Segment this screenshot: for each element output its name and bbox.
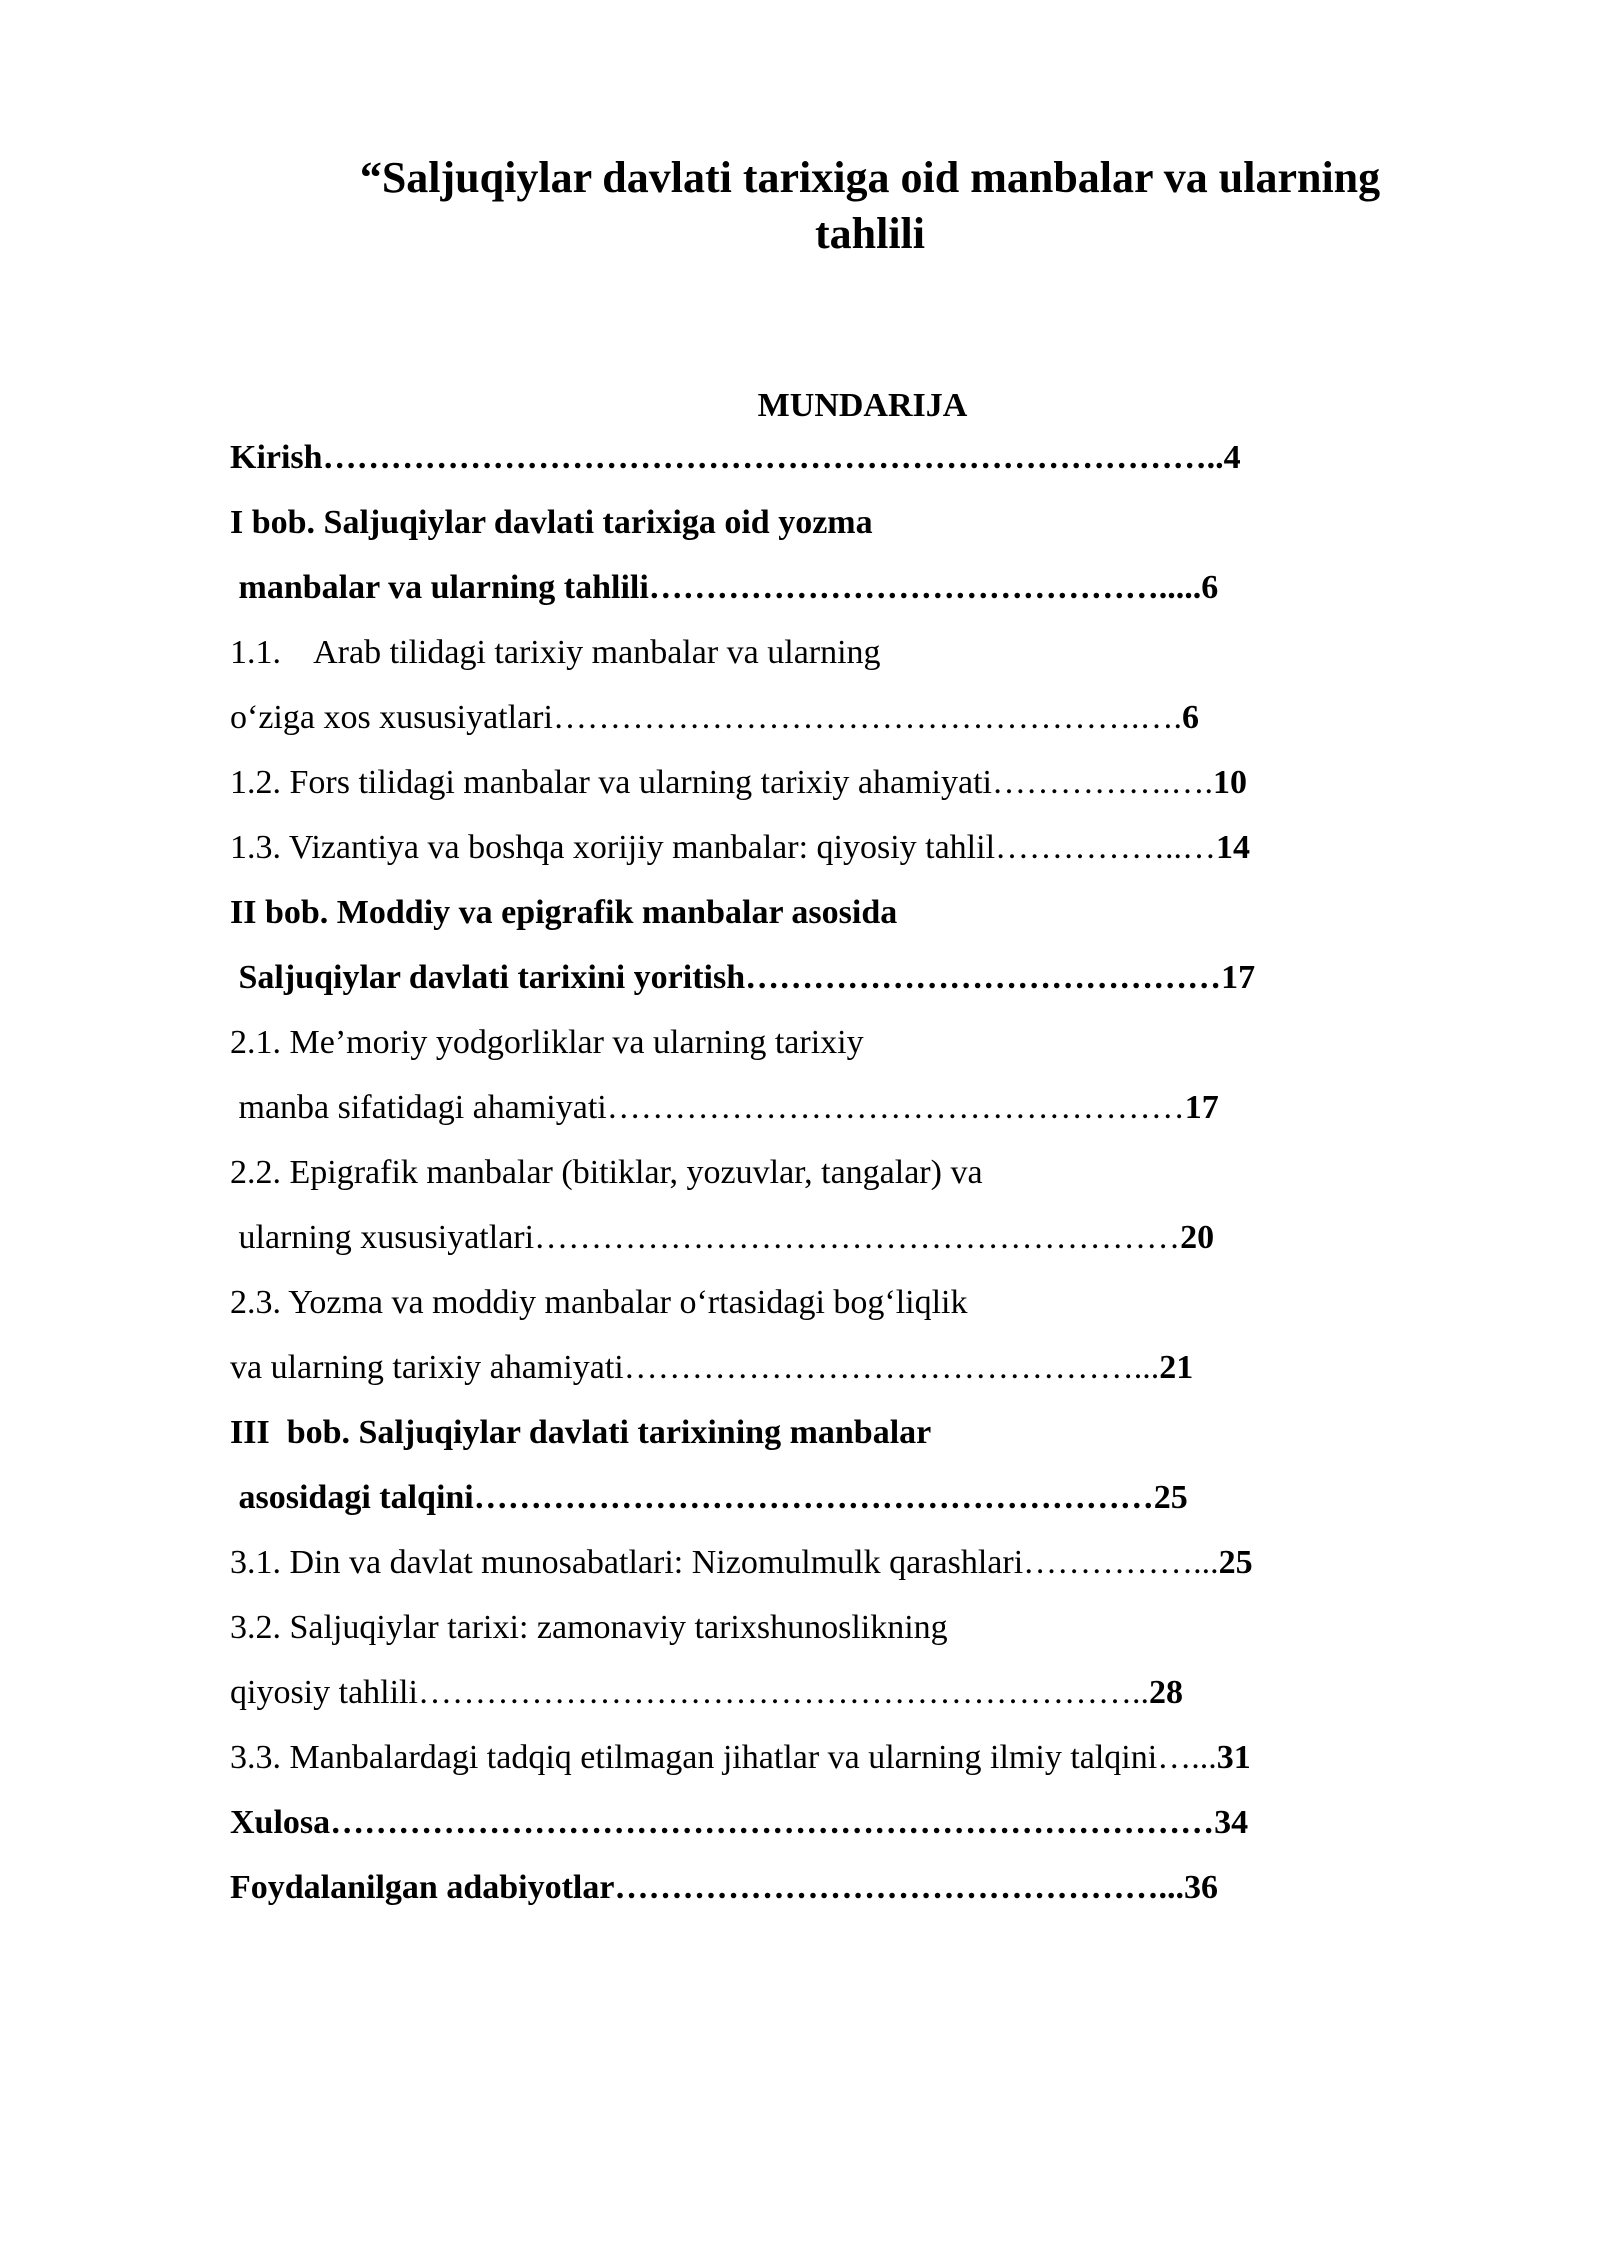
toc-entry bbox=[230, 1346, 1193, 1390]
toc-entry-text: Saljuqiylar davlati tarixini yoritish bbox=[230, 959, 746, 996]
toc-heading: MUNDARIJA bbox=[757, 387, 968, 424]
toc-entry-page: 20 bbox=[1180, 1219, 1215, 1256]
toc-entry bbox=[230, 1801, 1248, 1845]
toc-entry-page: 34 bbox=[1214, 1804, 1249, 1841]
toc-entry bbox=[230, 501, 873, 545]
toc-entry-dots: …………………………………………... bbox=[614, 1869, 1184, 1906]
toc-entry-text: 3.1. Din va davlat munosabatlari: Nizomulmulk qarashlari bbox=[230, 1544, 1024, 1581]
toc-entry-page: 17 bbox=[1184, 1089, 1219, 1126]
toc-entry-text: 1.2. Fors tilidagi manbalar va ularning tarixiy ahamiyati bbox=[230, 764, 992, 801]
toc-entry-dots: …………………………………………… bbox=[606, 1089, 1185, 1126]
toc-entry-page: 14 bbox=[1216, 829, 1251, 866]
toc-entry-page: 28 bbox=[1148, 1674, 1183, 1711]
toc-entry bbox=[230, 696, 1199, 740]
toc-entry-text: Foydalanilgan adabiyotlar bbox=[230, 1869, 615, 1906]
toc-entry bbox=[230, 1216, 1214, 1260]
toc-entry-dots: ……………………………………………………….. bbox=[417, 1674, 1149, 1711]
toc-entry bbox=[230, 761, 1247, 805]
toc-entry-page: 25 bbox=[1218, 1544, 1253, 1581]
toc-entry-dots: …………………………………………………………………… bbox=[330, 1804, 1215, 1841]
toc-entry-dots: ………………………………………... bbox=[623, 1349, 1160, 1386]
toc-entry bbox=[230, 1476, 1188, 1520]
toc-entry bbox=[230, 1086, 1219, 1130]
toc-entry-text: va ularning tarixiy ahamiyati bbox=[230, 1349, 624, 1386]
toc-entry-page: 10 bbox=[1212, 764, 1247, 801]
toc-entry bbox=[230, 1411, 931, 1455]
toc-entry bbox=[230, 566, 1218, 610]
toc-entry-dots: …………………………………………….…. bbox=[552, 699, 1182, 736]
toc-entry-text: asosidagi talqini bbox=[230, 1479, 474, 1516]
toc-entry-page: 6 bbox=[1181, 699, 1199, 736]
toc-entry-dots: ………………………………………..... bbox=[648, 569, 1202, 606]
toc-entry-text: manba sifatidagi ahamiyati bbox=[230, 1089, 607, 1126]
toc-entry-dots: …………………………………… bbox=[745, 959, 1222, 996]
toc-entry-text: Kirish bbox=[230, 439, 323, 476]
toc-entry-dots: ……………... bbox=[1023, 1544, 1219, 1581]
toc-entry bbox=[230, 1671, 1183, 1715]
toc-entry-page: 21 bbox=[1159, 1349, 1194, 1386]
toc-entry bbox=[230, 1151, 983, 1195]
toc-entry-text: Xulosa bbox=[230, 1804, 331, 1841]
toc-entry-page: 6 bbox=[1201, 569, 1219, 606]
toc-entry bbox=[230, 891, 897, 935]
toc-entry-dots: …………….…. bbox=[991, 764, 1213, 801]
toc-entry-page: 17 bbox=[1221, 959, 1256, 996]
toc-entry bbox=[230, 1736, 1251, 1780]
toc-entry-dots: …... bbox=[1157, 1739, 1217, 1776]
toc-entry-page: 31 bbox=[1216, 1739, 1251, 1776]
toc-entry-dots: ……………..… bbox=[995, 829, 1217, 866]
toc-entry-text: I bob. Saljuqiylar davlati tarixiga oid yozma bbox=[230, 504, 873, 541]
toc-entry-page: 4 bbox=[1223, 439, 1241, 476]
toc-entry-text: o‘ziga xos xususiyatlari bbox=[230, 699, 553, 736]
toc-entry-text: 2.2. Epigrafik manbalar (bitiklar, yozuvlar, tangalar) va bbox=[230, 1154, 983, 1191]
toc-entry bbox=[230, 1021, 864, 1065]
toc-entry-text: III bob. Saljuqiylar davlati tarixining manbalar bbox=[230, 1414, 932, 1451]
toc-entry-text: 3.3. Manbalardagi tadqiq etilmagan jihatlar va ularning ilmiy talqini bbox=[230, 1739, 1158, 1776]
toc-entry bbox=[230, 826, 1250, 870]
toc-entry bbox=[230, 1866, 1218, 1910]
toc-entry bbox=[230, 956, 1255, 1000]
document-title: “Saljuqiylar davlati tarixiga oid manbalar va ularning tahlili bbox=[359, 153, 1381, 258]
toc-entry bbox=[230, 436, 1241, 480]
toc-entry-dots: …………………………………………………………………….. bbox=[322, 439, 1224, 476]
toc-entry-dots: ………………………………………………… bbox=[534, 1219, 1181, 1256]
toc-entry-text: 2.3. Yozma va moddiy manbalar o‘rtasidagi bog‘liqlik bbox=[230, 1284, 968, 1321]
toc-entry-text: 3.2. Saljuqiylar tarixi: zamonaviy tarixshunoslikning bbox=[230, 1609, 948, 1646]
toc-entry-text: ularning xususiyatlari bbox=[230, 1219, 535, 1256]
toc-entry-text: manbalar va ularning tahlili bbox=[230, 569, 649, 606]
toc-entry bbox=[230, 1606, 948, 1650]
toc-entry bbox=[230, 631, 881, 675]
toc-entry-dots: …………………………………………………… bbox=[473, 1479, 1154, 1516]
toc-entry-text: 1.3. Vizantiya va boshqa xorijiy manbalar: qiyosiy tahlil bbox=[230, 829, 996, 866]
toc-entry-text: II bob. Moddiy va epigrafik manbalar asosida bbox=[230, 894, 898, 931]
toc-entry-page: 25 bbox=[1153, 1479, 1188, 1516]
toc-entry bbox=[230, 1281, 968, 1325]
toc-entry-text: qiyosiy tahlili bbox=[230, 1674, 418, 1711]
toc-entry bbox=[230, 1541, 1253, 1585]
toc-entry-text: 1.1. Arab tilidagi tarixiy manbalar va ularning bbox=[230, 634, 881, 671]
toc-entry-text: 2.1. Me’moriy yodgorliklar va ularning tarixiy bbox=[230, 1024, 864, 1061]
toc-entry-page: 36 bbox=[1183, 1869, 1218, 1906]
